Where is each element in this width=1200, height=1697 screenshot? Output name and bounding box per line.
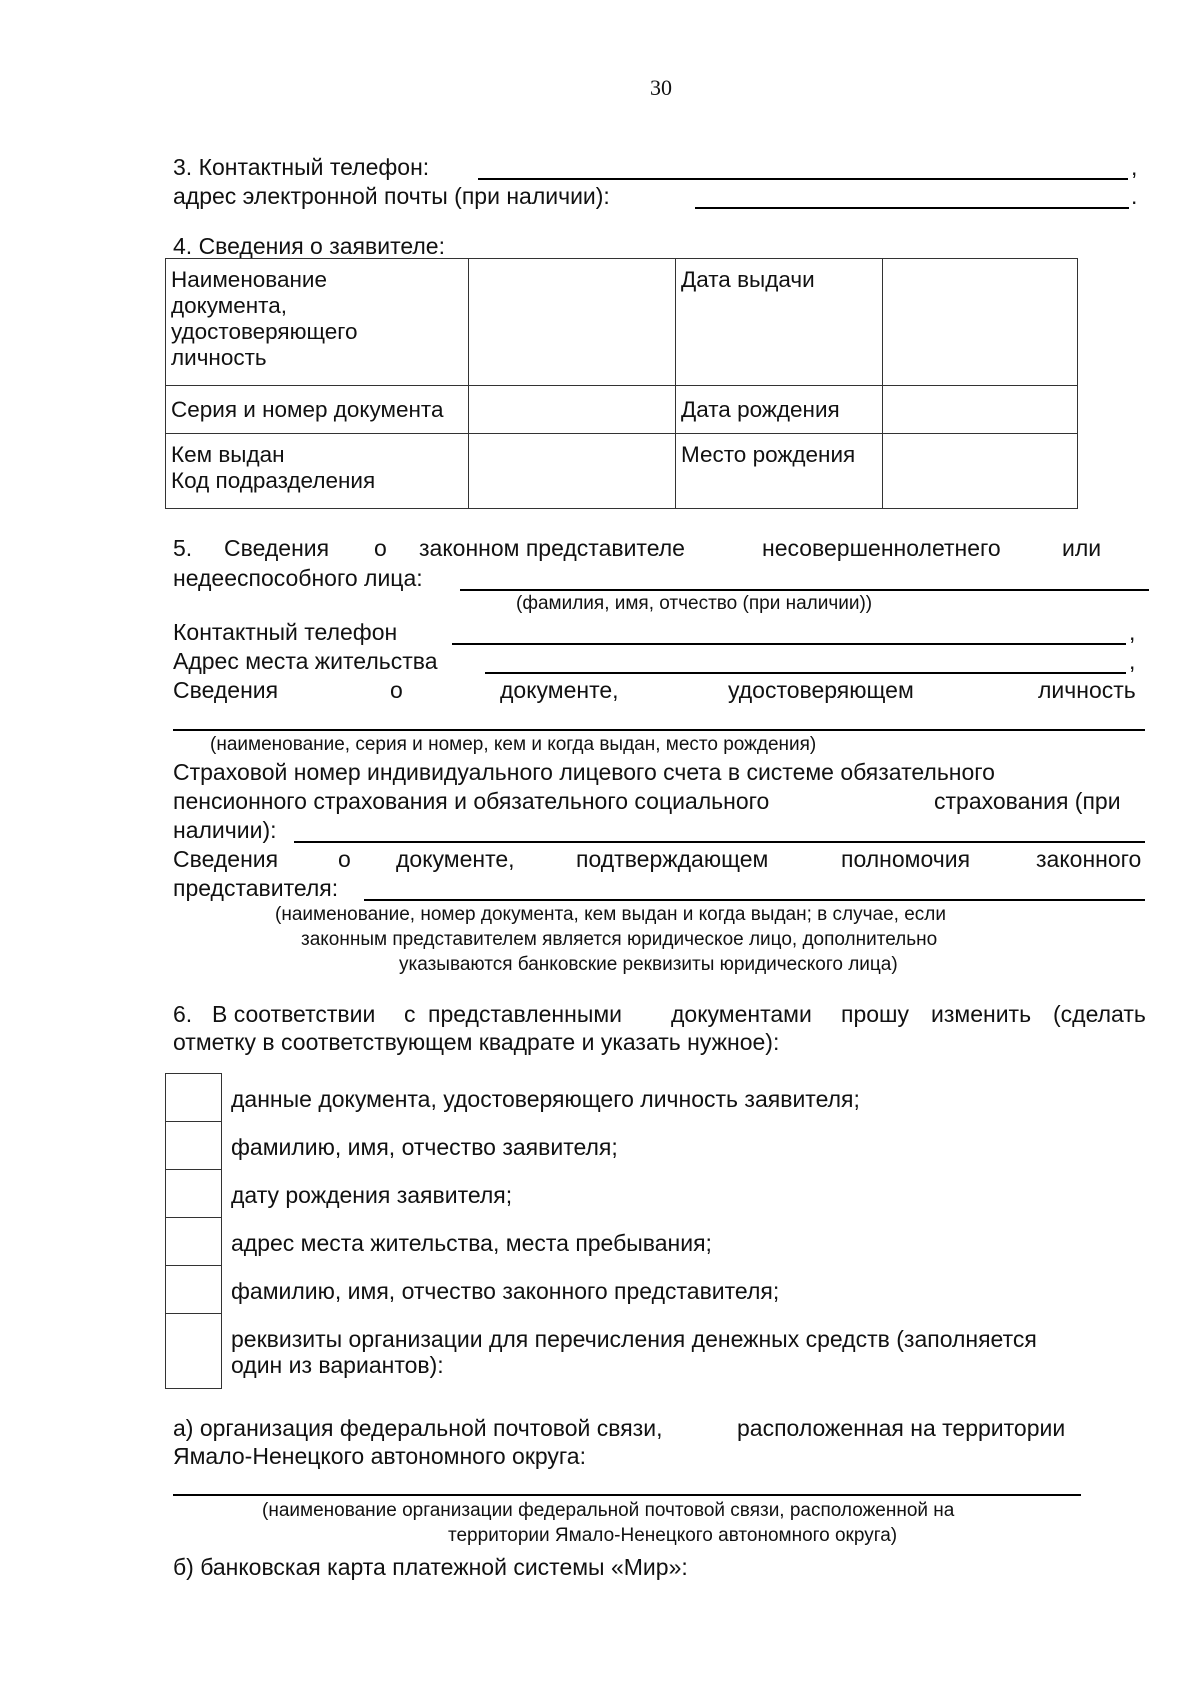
s6-line-2: отметку в соответствующем квадрате и указать нужное): — [173, 1029, 780, 1055]
auth-word-4: подтверждающем — [576, 846, 769, 872]
s6-word-5: документами — [671, 1001, 812, 1027]
fio-hint: (фамилия, имя, отчество (при наличии)) — [516, 593, 873, 614]
authority-doc-field[interactable] — [364, 899, 1145, 901]
checkbox-address[interactable] — [165, 1217, 222, 1266]
applicant-info-table — [165, 258, 1078, 509]
contact-phone-field[interactable] — [478, 178, 1128, 180]
email-period: . — [1131, 183, 1138, 209]
auth-word-2: о — [338, 846, 351, 872]
rep-phone-label: Контактный телефон — [173, 619, 398, 645]
option-label: данные документа, удостоверяющего личность заявителя; — [231, 1086, 860, 1112]
option-label: дату рождения заявителя; — [231, 1182, 513, 1208]
s6-word-1: 6. — [173, 1001, 193, 1027]
postal-hint-1: (наименование организации федеральной почтовой связи, расположенной на — [262, 1500, 955, 1521]
snils-line-1: Страховой номер индивидуального лицевого счета в системе обязательного — [173, 759, 995, 785]
page-number: 30 — [650, 75, 672, 100]
value-id-document[interactable] — [469, 259, 676, 386]
checkbox-applicant-fio[interactable] — [165, 1121, 222, 1170]
value-series-number[interactable] — [469, 386, 676, 434]
option-a-line-1a: а) организация федеральной почтовой связи, — [173, 1415, 663, 1441]
checkbox-representative-fio[interactable] — [165, 1265, 222, 1314]
label-issued-by: Кем выдан Код подразделения — [166, 434, 469, 509]
auth-line-2: представителя: — [173, 875, 339, 901]
option-label-continued: один из вариантов): — [231, 1352, 444, 1378]
doc-word-2: о — [390, 677, 403, 703]
applicant-section-title: 4. Сведения о заявителе: — [173, 233, 445, 259]
checkbox-birth-date[interactable] — [165, 1169, 222, 1218]
doc-word-5: личность — [1038, 677, 1136, 703]
label-id-document: Наименование документа, удостоверяющего личность — [166, 259, 469, 386]
checkbox-id-document[interactable] — [165, 1073, 222, 1122]
s5-word-4: законном представителе — [419, 535, 685, 561]
value-birth-date[interactable] — [883, 386, 1078, 434]
s6-word-8: (сделать — [1053, 1001, 1146, 1027]
table-row — [166, 386, 1078, 434]
auth-word-3: документе, — [396, 846, 515, 872]
s5-word-3: о — [374, 535, 387, 561]
option-label: реквизиты организации для перечисления денежных средств (заполняется — [231, 1326, 1037, 1352]
email-field[interactable] — [695, 207, 1129, 209]
doc-word-4: удостоверяющем — [728, 677, 914, 703]
contact-phone-label: 3. Контактный телефон: — [173, 154, 430, 180]
rep-identity-doc-field[interactable] — [173, 729, 1145, 731]
s5-incapable-label: недееспособного лица: — [173, 565, 423, 591]
s5-word-5: несовершеннолетнего — [762, 535, 1001, 561]
rep-address-field[interactable] — [485, 672, 1126, 674]
postal-organization-field[interactable] — [173, 1494, 1081, 1496]
s6-word-6: прошу — [841, 1001, 909, 1027]
rep-address-comma: , — [1129, 648, 1136, 674]
auth-word-5: полномочия — [841, 846, 971, 872]
snils-field[interactable] — [294, 841, 1145, 843]
postal-hint-2: территории Ямало-Ненецкого автономного округа) — [448, 1525, 898, 1546]
table-row — [166, 259, 1078, 386]
option-a-line-1b: расположенная на территории — [737, 1415, 1066, 1441]
auth-word-6: законного — [1036, 846, 1142, 872]
s5-word-1: 5. — [173, 535, 193, 561]
value-issued-by[interactable] — [469, 434, 676, 509]
s6-word-7: изменить — [931, 1001, 1032, 1027]
authority-hint-3: указываются банковские реквизиты юридического лица) — [399, 954, 898, 975]
doc-word-1: Сведения — [173, 677, 279, 703]
label-series-number: Серия и номер документа — [166, 386, 469, 434]
option-label: фамилию, имя, отчество заявителя; — [231, 1134, 618, 1160]
authority-hint-1: (наименование, номер документа, кем выдан и когда выдан; в случае, если — [275, 904, 946, 925]
option-label: фамилию, имя, отчество законного представителя; — [231, 1278, 780, 1304]
option-a-line-2: Ямало-Ненецкого автономного округа: — [173, 1443, 586, 1469]
s5-word-6: или — [1062, 535, 1102, 561]
label-birth-place: Место рождения — [676, 434, 883, 509]
snils-line-3: наличии): — [173, 817, 277, 843]
checkbox-payment-details[interactable] — [165, 1313, 222, 1389]
email-label: адрес электронной почты (при наличии): — [173, 183, 610, 209]
option-b-line: б) банковская карта платежной системы «Мир»: — [173, 1554, 688, 1580]
value-birth-place[interactable] — [883, 434, 1078, 509]
representative-fio-field[interactable] — [460, 589, 1149, 591]
s6-word-2: В соответствии — [212, 1001, 376, 1027]
label-issue-date: Дата выдачи — [676, 259, 883, 386]
rep-address-label: Адрес места жительства — [173, 648, 438, 674]
s6-word-4: представленными — [428, 1001, 623, 1027]
snils-line-2b: страхования (при — [934, 788, 1121, 814]
snils-line-2a: пенсионного страхования и обязательного социального — [173, 788, 770, 814]
option-label: адрес места жительства, места пребывания; — [231, 1230, 712, 1256]
contact-phone-comma: , — [1131, 154, 1138, 180]
label-birth-date: Дата рождения — [676, 386, 883, 434]
value-issue-date[interactable] — [883, 259, 1078, 386]
doc-word-3: документе, — [500, 677, 619, 703]
auth-word-1: Сведения — [173, 846, 279, 872]
table-row — [166, 434, 1078, 509]
authority-hint-2: законным представителем является юридическое лицо, дополнительно — [301, 929, 938, 950]
s5-word-2: Сведения — [224, 535, 330, 561]
identity-doc-hint: (наименование, серия и номер, кем и когда выдан, место рождения) — [210, 734, 817, 755]
s6-word-3: с — [404, 1001, 416, 1027]
rep-phone-comma: , — [1129, 619, 1136, 645]
rep-phone-field[interactable] — [452, 643, 1126, 645]
